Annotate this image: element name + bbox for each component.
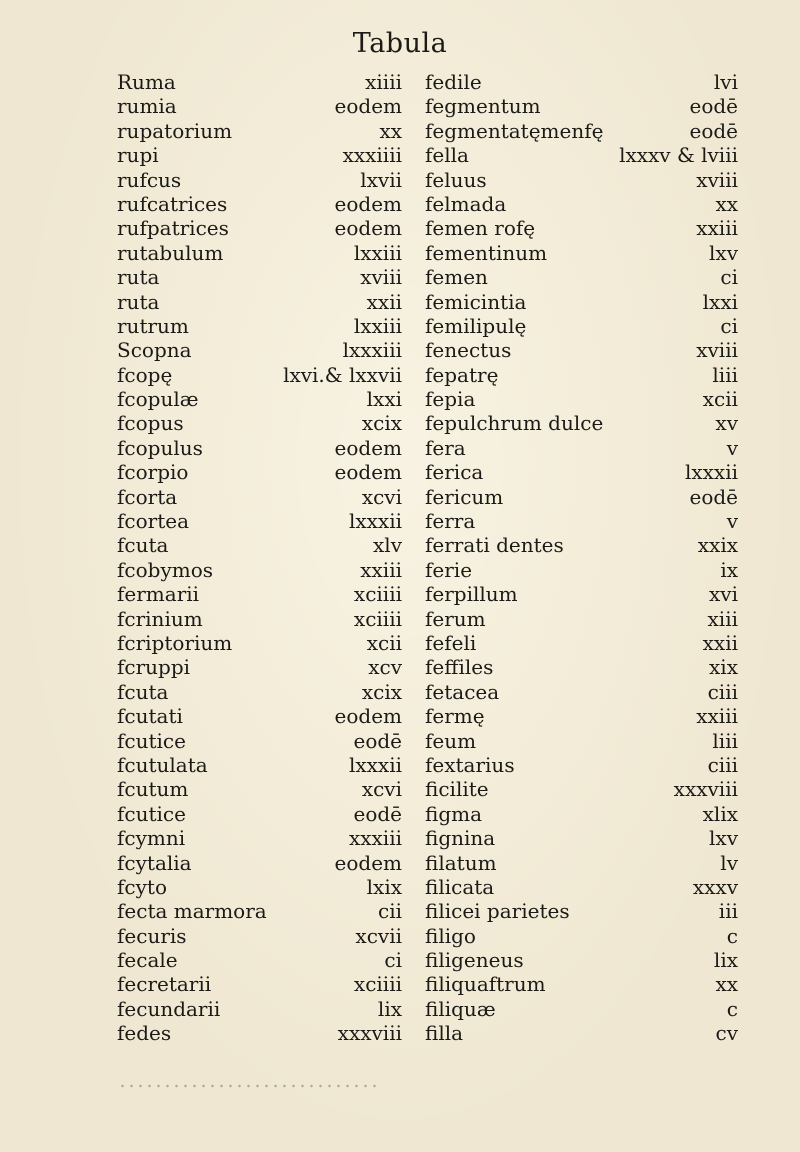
index-term: femicintia — [425, 289, 527, 314]
index-reference: lxxxv & lviii — [619, 143, 738, 168]
index-term: felmada — [425, 191, 507, 216]
index-term: fella — [425, 143, 469, 168]
index-reference: ciii — [707, 752, 738, 777]
index-term: fecta marmora — [117, 899, 267, 924]
index-term: ruta — [117, 265, 160, 290]
index-reference: ciii — [707, 679, 738, 704]
index-term: filla — [425, 1021, 464, 1046]
index-term: fenectus — [425, 338, 512, 363]
index-reference: xx — [379, 118, 402, 143]
index-reference: v — [726, 435, 738, 460]
index-reference: lxvii — [360, 167, 402, 192]
index-term: ferum — [425, 606, 486, 631]
index-term: fcopulæ — [117, 387, 199, 412]
index-reference: ix — [720, 557, 738, 582]
index-reference: lxxi — [702, 289, 738, 314]
index-term: femen rofę — [425, 216, 536, 241]
index-term: fepatrę — [425, 362, 499, 387]
index-reference: eodem — [334, 435, 402, 460]
index-term: rupatorium — [117, 118, 233, 143]
index-term: fignina — [425, 826, 496, 851]
index-reference: cv — [715, 1021, 738, 1046]
index-term: fcymni — [117, 826, 186, 851]
index-reference: eodem — [334, 191, 402, 216]
index-term: fcopulus — [117, 435, 203, 460]
index-reference: xcv — [368, 655, 402, 680]
index-term: fecale — [117, 948, 178, 973]
index-reference: xiiii — [365, 70, 402, 94]
index-reference: xcvi — [361, 484, 402, 509]
index-term: fcutulata — [117, 752, 208, 777]
index-term: fegmentatęmenfę — [425, 118, 604, 143]
index-term: feluus — [425, 167, 487, 192]
index-term: fecundarii — [117, 996, 221, 1021]
index-reference: xxxviii — [337, 1021, 402, 1046]
index-reference: liii — [712, 728, 738, 753]
index-term: fcutati — [117, 704, 183, 729]
index-reference: iii — [718, 899, 738, 924]
index-reference: lxv — [709, 240, 738, 265]
index-reference: xiii — [707, 606, 738, 631]
index-term: fecuris — [117, 923, 187, 948]
index-term: fementinum — [425, 240, 548, 265]
index-term: ruta — [117, 289, 160, 314]
index-term: fcorta — [117, 484, 178, 509]
index-reference: lxix — [366, 874, 402, 899]
index-term: ferica — [425, 460, 484, 485]
index-numbers-column-1 — [240, 70, 402, 1046]
index-reference: lxxiii — [353, 313, 402, 338]
index-reference: xxiii — [696, 704, 738, 729]
index-reference: eodem — [334, 850, 402, 875]
index-reference: xxxv — [692, 874, 738, 899]
index-term: feum — [425, 728, 477, 753]
index-reference: lxxxii — [684, 460, 738, 485]
index-reference: xxiii — [696, 216, 738, 241]
index-reference: lix — [713, 948, 738, 973]
index-reference: xv — [715, 411, 738, 436]
index-reference: xcii — [702, 387, 738, 412]
index-reference: eodē — [353, 728, 402, 753]
index-reference: lv — [720, 850, 738, 875]
index-reference: xciiii — [353, 972, 402, 997]
index-term: rutabulum — [117, 240, 224, 265]
index-reference: lxxi — [366, 387, 402, 412]
index-reference: eodem — [334, 94, 402, 119]
index-reference: xxxiiii — [342, 143, 402, 168]
index-term: fepia — [425, 387, 476, 412]
index-term: fepulchrum dulce — [425, 411, 604, 436]
index-reference: xxii — [702, 630, 738, 655]
index-term: Ruma — [117, 70, 176, 94]
index-reference: cii — [378, 899, 402, 924]
index-reference: xx — [715, 972, 738, 997]
index-reference: xlv — [373, 533, 402, 558]
index-term: fefeli — [425, 630, 477, 655]
index-reference: lxvi.& lxxvii — [283, 362, 402, 387]
index-reference: xxii — [366, 289, 402, 314]
index-term: fcutum — [117, 777, 189, 802]
index-term: fcopę — [117, 362, 173, 387]
index-term: fecretarii — [117, 972, 212, 997]
index-reference: liii — [712, 362, 738, 387]
index-reference: eodē — [353, 801, 402, 826]
index-term: fcopus — [117, 411, 184, 436]
index-term: ferpillum — [425, 582, 518, 607]
index-reference: c — [726, 996, 738, 1021]
index-reference: xcix — [361, 679, 402, 704]
index-reference: xcix — [361, 411, 402, 436]
index-reference: lxxxiii — [342, 338, 402, 363]
index-term: fericum — [425, 484, 504, 509]
index-reference: xviii — [696, 338, 738, 363]
index-term: filiquaftrum — [425, 972, 546, 997]
index-term: fcriptorium — [117, 630, 233, 655]
index-term: rufcatrices — [117, 191, 228, 216]
index-reference: xxxviii — [673, 777, 738, 802]
index-term: fextarius — [425, 752, 515, 777]
index-term: rufcus — [117, 167, 182, 192]
index-reference: lxxxii — [348, 509, 402, 534]
index-numbers-column-2 — [560, 70, 738, 1046]
index-term: fedes — [117, 1021, 172, 1046]
index-term: filicata — [425, 874, 495, 899]
index-reference: xlix — [702, 801, 738, 826]
index-term: fcutice — [117, 728, 186, 753]
index-term: femen — [425, 265, 488, 290]
index-reference: lxv — [709, 826, 738, 851]
index-term: fegmentum — [425, 94, 541, 119]
index-reference: ci — [384, 948, 402, 973]
index-reference: eodē — [689, 118, 738, 143]
index-term: figma — [425, 801, 483, 826]
index-term: ficilite — [425, 777, 489, 802]
index-reference: ci — [720, 313, 738, 338]
index-term: fera — [425, 435, 466, 460]
index-reference: lvi — [713, 70, 738, 94]
index-term: fcuta — [117, 533, 169, 558]
index-term: filiquæ — [425, 996, 496, 1021]
index-reference: xviii — [696, 167, 738, 192]
index-reference: xxix — [697, 533, 738, 558]
index-term: fcytalia — [117, 850, 192, 875]
index-term: fetacea — [425, 679, 500, 704]
index-term: fermarii — [117, 582, 200, 607]
index-term: fcorpio — [117, 460, 189, 485]
index-term: rutrum — [117, 313, 189, 338]
index-term: fcortea — [117, 509, 190, 534]
index-term: fcuta — [117, 679, 169, 704]
index-term: rupi — [117, 143, 159, 168]
index-reference: xcvi — [361, 777, 402, 802]
index-term: fedile — [425, 70, 482, 94]
index-reference: eodē — [689, 484, 738, 509]
index-term: fcrinium — [117, 606, 203, 631]
index-term: ferrati dentes — [425, 533, 564, 558]
index-reference: ci — [720, 265, 738, 290]
index-term: feffiles — [425, 655, 494, 680]
index-term: ferra — [425, 509, 476, 534]
index-reference: eodem — [334, 460, 402, 485]
index-reference: xcii — [366, 630, 402, 655]
index-reference: c — [726, 923, 738, 948]
index-term: rufpatrices — [117, 216, 229, 241]
index-term: fcruppi — [117, 655, 191, 680]
index-term: Scopna — [117, 338, 192, 363]
index-term: ferie — [425, 557, 473, 582]
index-term: fcutice — [117, 801, 186, 826]
index-term: fcyto — [117, 874, 167, 899]
index-reference: xcvii — [355, 923, 402, 948]
index-term: filicei parietes — [425, 899, 570, 924]
page-title: Tabula — [352, 28, 448, 59]
index-reference: eodem — [334, 216, 402, 241]
index-term: filigo — [425, 923, 476, 948]
index-reference: v — [726, 509, 738, 534]
index-reference: xciiii — [353, 606, 402, 631]
index-reference: xvi — [709, 582, 738, 607]
ink-specks — [118, 1082, 378, 1090]
index-reference: xxiii — [360, 557, 402, 582]
index-reference: xciiii — [353, 582, 402, 607]
index-reference: eodē — [689, 94, 738, 119]
index-term: filatum — [425, 850, 497, 875]
index-term: rumia — [117, 94, 177, 119]
index-reference: xviii — [360, 265, 402, 290]
index-reference: xix — [709, 655, 738, 680]
index-reference: xxxiii — [348, 826, 402, 851]
index-term: fermę — [425, 704, 485, 729]
index-term: filigeneus — [425, 948, 524, 973]
index-reference: xx — [715, 191, 738, 216]
index-reference: lix — [377, 996, 402, 1021]
index-reference: lxxxii — [348, 752, 402, 777]
index-term: femilipulę — [425, 313, 527, 338]
index-reference: lxxiii — [353, 240, 402, 265]
index-reference: eodem — [334, 704, 402, 729]
index-term: fcobymos — [117, 557, 214, 582]
